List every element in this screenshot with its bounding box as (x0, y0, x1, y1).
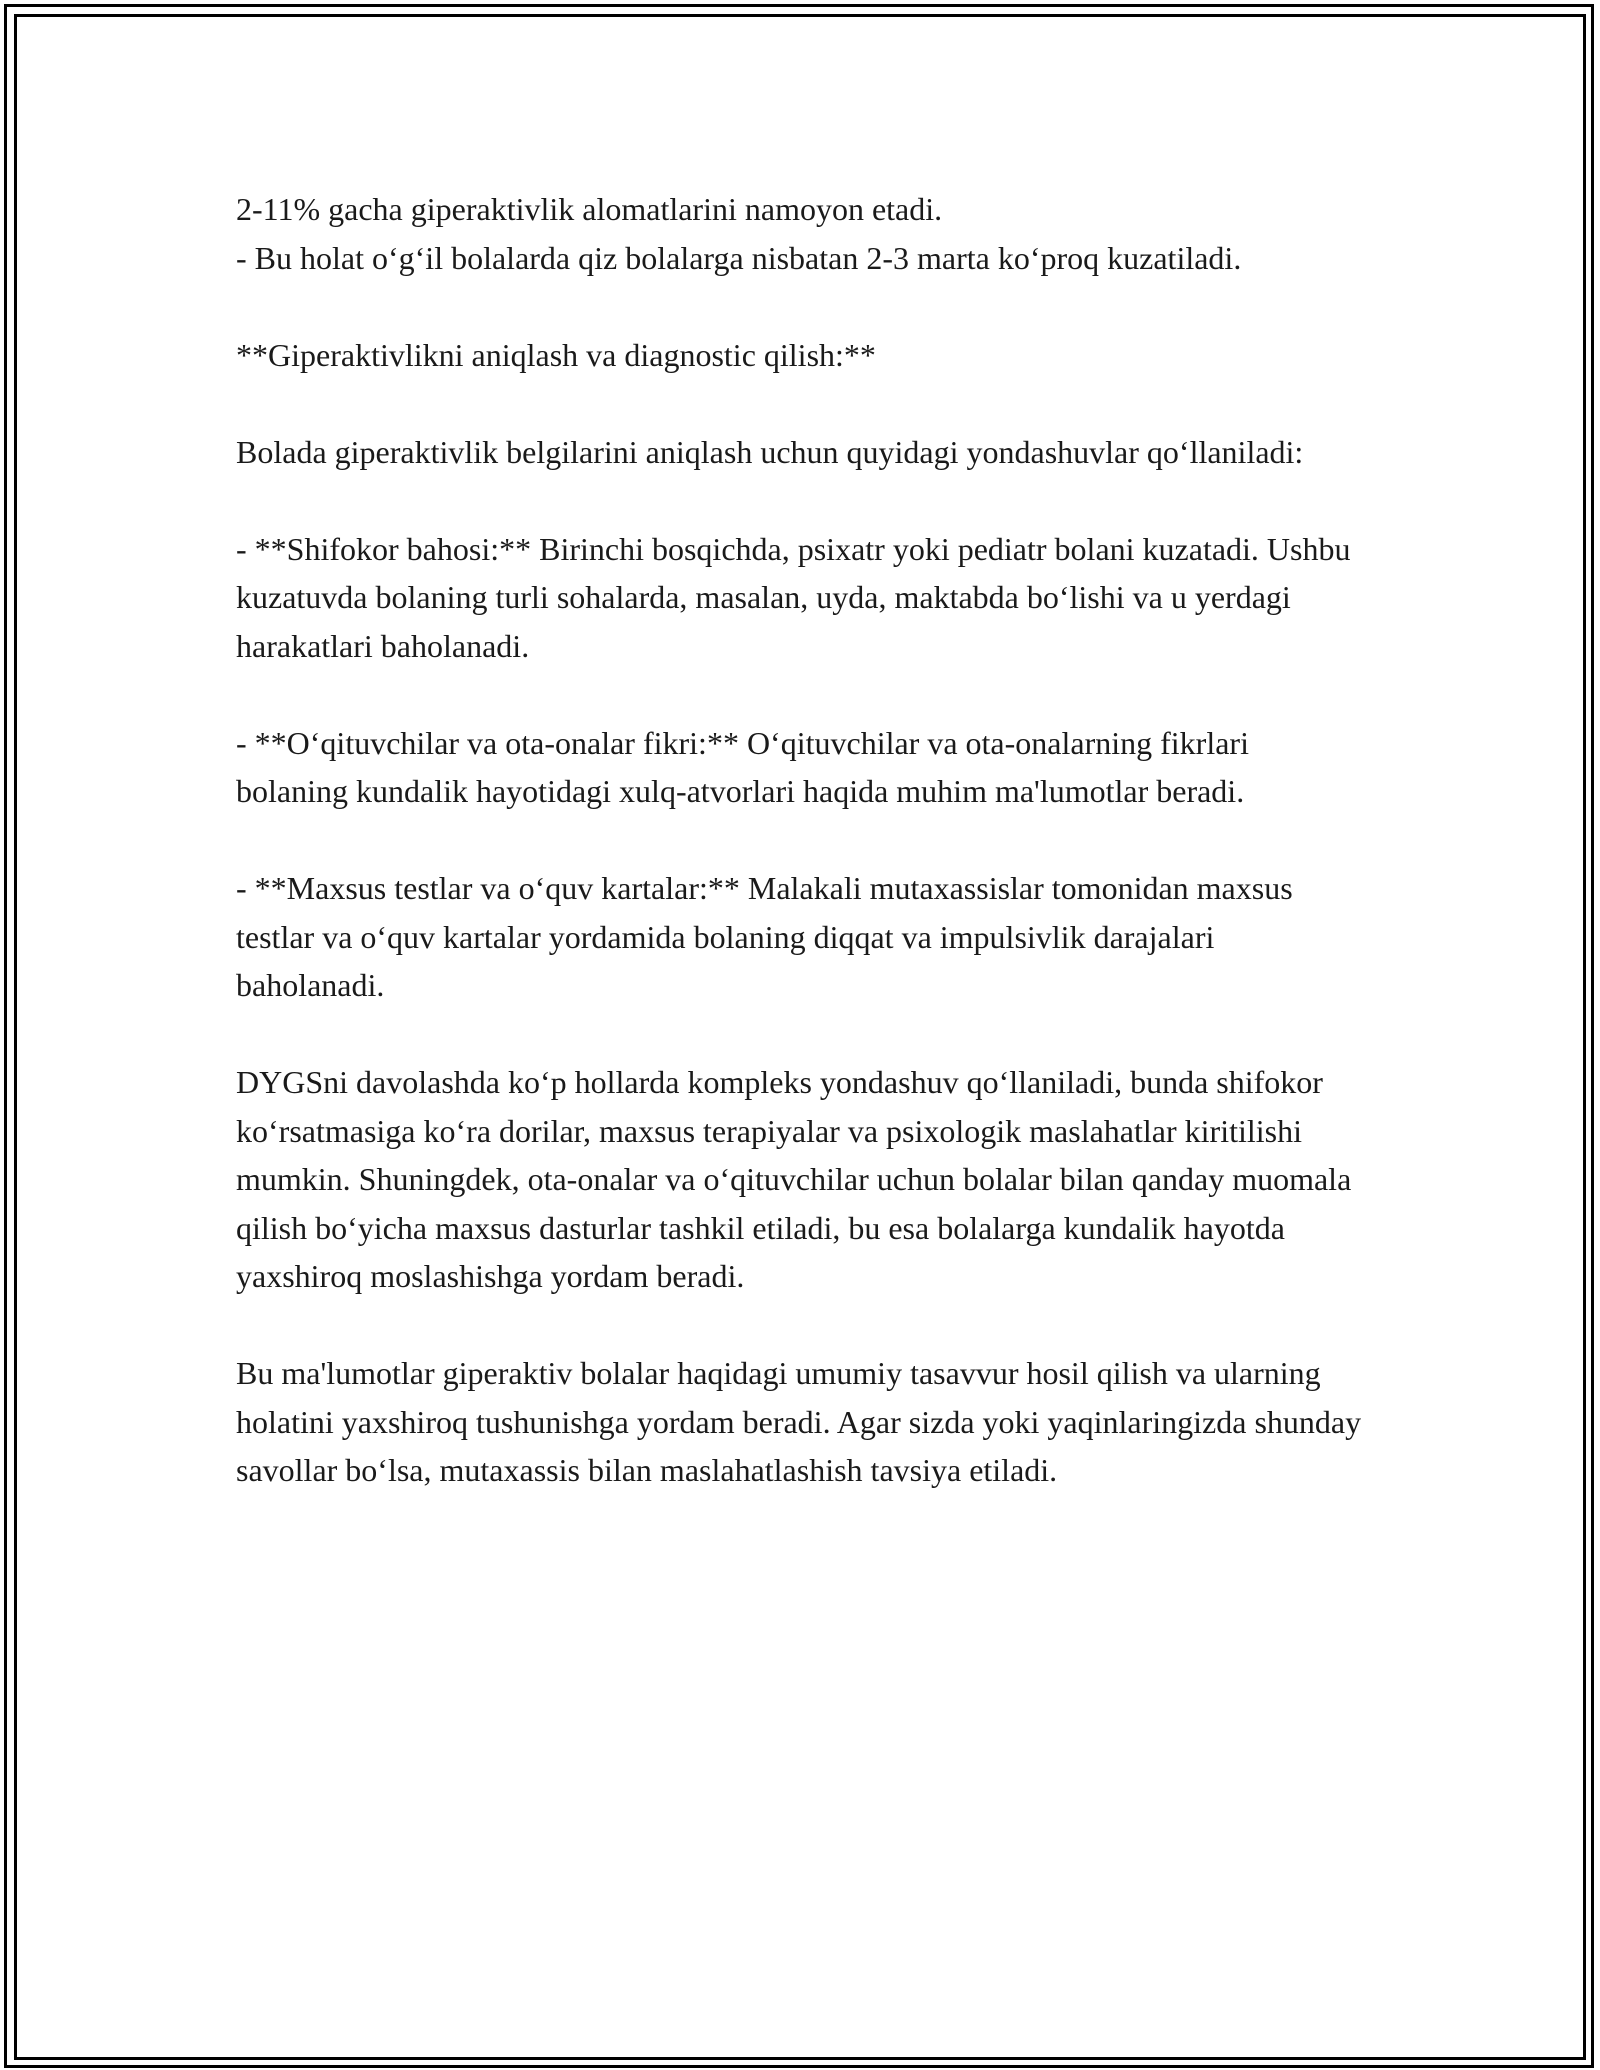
paragraph-gender-ratio: - Bu holat o‘g‘il bolalarda qiz bolalarga nisbatan 2-3 marta ko‘proq kuzatiladi. (236, 239, 1242, 276)
document-body (236, 185, 1366, 1543)
paragraph-treatment: DYGSni davolashda ko‘p hollarda kompleks yondashuv qo‘llaniladi, bunda shifokor ko‘rsatmasiga ko‘ra dorilar, maxsus terapiyalar va psixologik maslahatlar kiritilishi mumkin. Shuningdek, ota-onalar va o‘qituvchilar uchun bolalar bilan qanday muomala qilish bo‘yicha maxsus dasturlar tashkil etiladi, bu esa bolalarga kundalik hayotda yaxshiroq moslashishga yordam beradi. (236, 1064, 1352, 1294)
paragraph-conclusion: Bu ma'lumotlar giperaktiv bolalar haqidagi umumiy tasavvur hosil qilish va ularning holatini yaxshiroq tushunishga yordam beradi. Agar sizda yoki yaqinlaringizda shunday savollar bo‘lsa, mutaxassis bilan maslahatlashish tavsiya etiladi. (236, 1355, 1362, 1488)
paragraph-approaches-intro: Bolada giperaktivlik belgilarini aniqlash uchun quyidagi yondashuvlar qo‘llaniladi: (236, 433, 1304, 470)
paragraph-intro-line: 2-11% gacha giperaktivlik alomatlarini namoyon etadi. (236, 191, 943, 227)
list-item-special-tests: - **Maxsus testlar va o‘quv kartalar:** Malakali mutaxassislar tomonidan maxsus testlar va o‘quv kartalar yordamida bolaning diqqat va impulsivlik darajalari baholanadi. (236, 870, 1293, 1003)
section-heading-diagnostics: **Giperaktivlikni aniqlash va diagnostic qilish:** (236, 336, 876, 373)
list-item-teachers-parents: - **O‘qituvchilar va ota-onalar fikri:** O‘qituvchilar va ota-onalarning fikrlari bolaning kundalik hayotidagi xulq-atvorlari haqida muhim ma'lumotlar beradi. (236, 724, 1249, 809)
list-item-doctor-assessment: - **Shifokor bahosi:** Birinchi bosqichda, psixatr yoki pediatr bolani kuzatadi. Ushbu kuzatuvda bolaning turli sohalarda, masalan, uyda, maktabda bo‘lishi va u yerdagi harakatlari baholanadi. (236, 530, 1351, 664)
